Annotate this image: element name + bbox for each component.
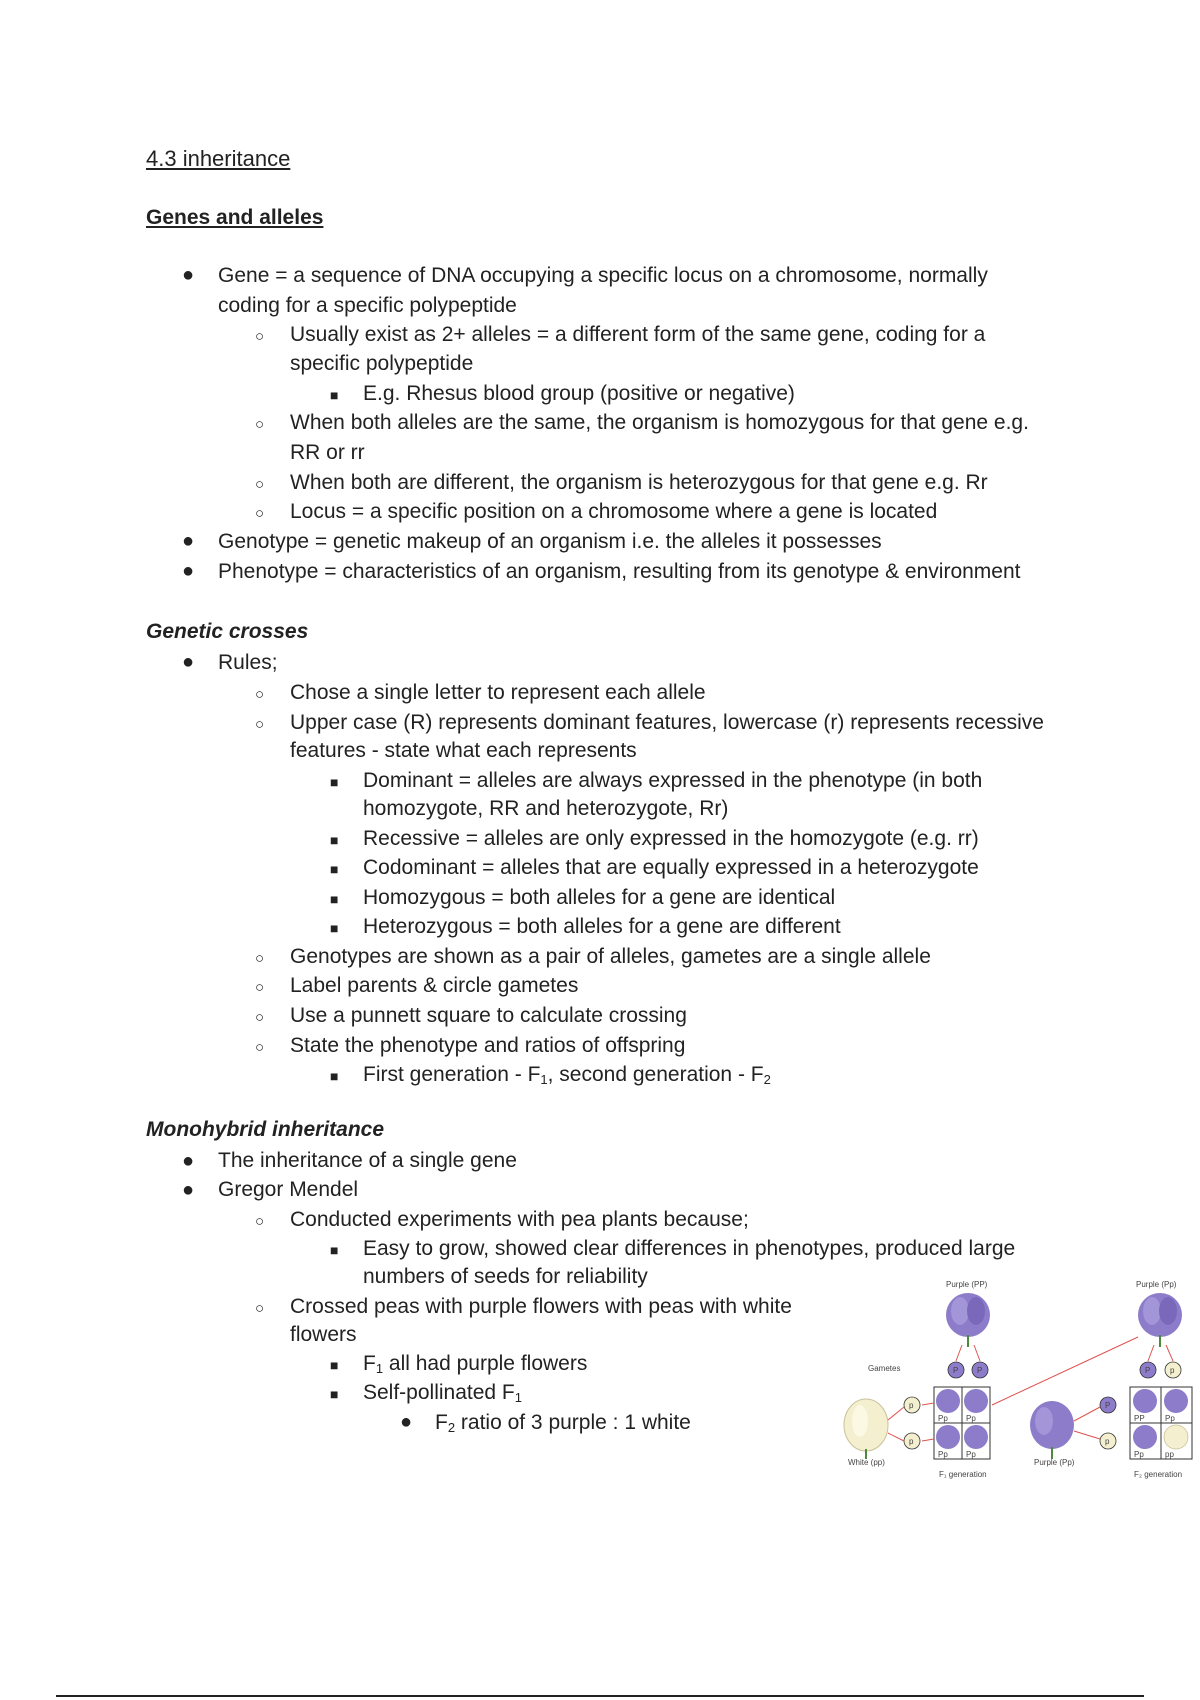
svg-text:Pp: Pp	[966, 1414, 976, 1423]
list-item: Gene = a sequence of DNA occupying a specific locus on a chromosome, normally	[218, 264, 988, 287]
svg-text:Pp: Pp	[938, 1450, 948, 1459]
list-item: Gregor Mendel	[218, 1178, 359, 1201]
bullet-circle: ○	[255, 505, 265, 522]
f2-punnett-square	[1130, 1387, 1192, 1459]
list-item: Easy to grow, showed clear differences in phenotypes, produced large	[363, 1237, 1016, 1260]
section-heading-monohybrid: Monohybrid inheritance	[146, 1118, 385, 1141]
svg-text:PP: PP	[1134, 1414, 1145, 1423]
bullet-square: ■	[330, 891, 339, 907]
list-item: The inheritance of a single gene	[218, 1149, 517, 1172]
bullet-circle: ○	[255, 979, 265, 996]
list-item: Heterozygous = both alleles for a gene are different	[363, 915, 841, 938]
list-item-generations: First generation - $F_1$, second generation - $F_2$	[363, 1063, 771, 1087]
list-item: Codominant = alleles that are equally expressed in a heterozygote	[363, 856, 979, 879]
list-item: Phenotype = characteristics of an organism, resulting from its genotype & environment	[218, 560, 1021, 583]
f1-punnett-square	[934, 1387, 990, 1459]
list-item: $F_2$ ratio of 3 purple : 1 white	[435, 1411, 691, 1435]
list-item-continued: specific polypeptide	[290, 352, 474, 375]
mendel-cross-diagram	[838, 1275, 1200, 1490]
section-heading-crosses: Genetic crosses	[146, 620, 309, 643]
bullet-square: ■	[330, 1357, 339, 1373]
bullet-disc: ●	[182, 1150, 195, 1172]
gamete-icon	[904, 1397, 920, 1413]
purple-flower-icon	[1138, 1293, 1182, 1347]
gamete-icon	[1165, 1362, 1181, 1378]
bullet-circle: ○	[255, 716, 265, 733]
list-item: Label parents & circle gametes	[290, 974, 579, 997]
list-item-continued: features - state what each represents	[290, 739, 637, 762]
label-white-pp: White (pp)	[848, 1458, 885, 1467]
section-heading-genes: Genes and alleles	[146, 206, 324, 229]
list-item-continued: numbers of seeds for reliability	[363, 1265, 648, 1288]
list-item-continued: coding for a specific polypeptide	[218, 294, 517, 317]
svg-text:P: P	[977, 1366, 983, 1375]
purple-flower-icon	[1030, 1401, 1074, 1459]
svg-text:pp: pp	[1165, 1450, 1174, 1459]
gamete-icon	[1100, 1397, 1116, 1413]
list-item: Genotypes are shown as a pair of alleles, gametes are a single allele	[290, 945, 931, 968]
list-item-continued: flowers	[290, 1323, 357, 1346]
list-item-continued: RR or rr	[290, 441, 365, 464]
list-item: $F_1$ all had purple flowers	[363, 1352, 588, 1376]
list-item: State the phenotype and ratios of offspring	[290, 1034, 686, 1057]
bullet-circle: ○	[255, 328, 265, 345]
list-item: Recessive = alleles are only expressed in the homozygote (e.g. rr)	[363, 827, 979, 850]
list-item: Use a punnett square to calculate crossing	[290, 1004, 687, 1027]
bullet-square: ■	[330, 832, 339, 848]
svg-text:p: p	[909, 1437, 914, 1446]
list-item: Rules;	[218, 651, 278, 674]
gamete-icon	[1140, 1362, 1156, 1378]
bullet-disc: ●	[182, 560, 195, 582]
bullet-disc: ●	[182, 530, 195, 552]
list-item: Homozygous = both alleles for a gene are identical	[363, 886, 836, 909]
list-item: Usually exist as 2+ alleles = a different form of the same gene, coding for a	[290, 323, 986, 346]
svg-text:p: p	[1170, 1366, 1175, 1375]
label-purple-pp-f1: Purple (Pp)	[1034, 1458, 1075, 1467]
list-item: E.g. Rhesus blood group (positive or negative)	[363, 382, 795, 405]
gamete-icon	[948, 1362, 964, 1378]
list-item: When both are different, the organism is heterozygous for that gene e.g. Rr	[290, 471, 988, 494]
bullet-circle: ○	[255, 1039, 265, 1056]
bullet-disc: ●	[182, 1179, 195, 1201]
gamete-icon	[972, 1362, 988, 1378]
bullet-disc: ●	[400, 1411, 413, 1433]
list-item: Genotype = genetic makeup of an organism i.e. the alleles it possesses	[218, 530, 882, 553]
gamete-icon	[904, 1433, 920, 1449]
list-item: When both alleles are the same, the organism is homozygous for that gene e.g.	[290, 411, 1029, 434]
svg-text:Pp: Pp	[1134, 1450, 1144, 1459]
svg-text:Pp: Pp	[938, 1414, 948, 1423]
bullet-square: ■	[330, 861, 339, 877]
bullet-circle: ○	[255, 686, 265, 703]
bullet-disc: ●	[182, 651, 195, 673]
list-item: Conducted experiments with pea plants because;	[290, 1208, 749, 1231]
list-item-continued: homozygote, RR and heterozygote, Rr)	[363, 797, 729, 820]
svg-text:p: p	[1105, 1437, 1110, 1446]
svg-text:P: P	[1105, 1401, 1111, 1410]
list-item: Upper case (R) represents dominant features, lowercase (r) represents recessive	[290, 711, 1044, 734]
svg-text:P: P	[1145, 1366, 1151, 1375]
svg-text:Pp: Pp	[1165, 1414, 1175, 1423]
svg-text:p: p	[909, 1401, 914, 1410]
list-item: Locus = a specific position on a chromosome where a gene is located	[290, 500, 938, 523]
bullet-square: ■	[330, 1242, 339, 1258]
list-item: Dominant = alleles are always expressed in the phenotype (in both	[363, 769, 983, 792]
bullet-square: ■	[330, 774, 339, 790]
bullet-square: ■	[330, 387, 339, 403]
list-item: Chose a single letter to represent each allele	[290, 681, 706, 704]
label-purple-pp-f1-parent: Purple (Pp)	[1136, 1280, 1177, 1289]
white-flower-icon	[844, 1399, 888, 1459]
bullet-circle: ○	[255, 950, 265, 967]
purple-flower-icon	[946, 1293, 990, 1347]
footer-divider	[56, 1695, 1144, 1697]
bullet-circle: ○	[255, 1213, 265, 1230]
gamete-icon	[1100, 1433, 1116, 1449]
label-f2-generation: F₂ generation	[1134, 1470, 1183, 1479]
bullet-circle: ○	[255, 1300, 265, 1317]
label-purple-pp: Purple (PP)	[946, 1280, 988, 1289]
bullet-circle: ○	[255, 1009, 265, 1026]
svg-text:P: P	[953, 1366, 959, 1375]
list-item: Self-pollinated $F_1$	[363, 1381, 522, 1405]
bullet-disc: ●	[182, 264, 195, 286]
bullet-square: ■	[330, 920, 339, 936]
label-gametes: Gametes	[868, 1364, 901, 1373]
bullet-circle: ○	[255, 416, 265, 433]
page-title: 4.3 inheritance	[146, 146, 291, 171]
label-f1-generation: F₁ generation	[939, 1470, 987, 1479]
svg-text:Pp: Pp	[966, 1450, 976, 1459]
list-item: Crossed peas with purple flowers with peas with white	[290, 1295, 792, 1318]
bullet-square: ■	[330, 1386, 339, 1402]
bullet-square: ■	[330, 1068, 339, 1084]
bullet-circle: ○	[255, 476, 265, 493]
